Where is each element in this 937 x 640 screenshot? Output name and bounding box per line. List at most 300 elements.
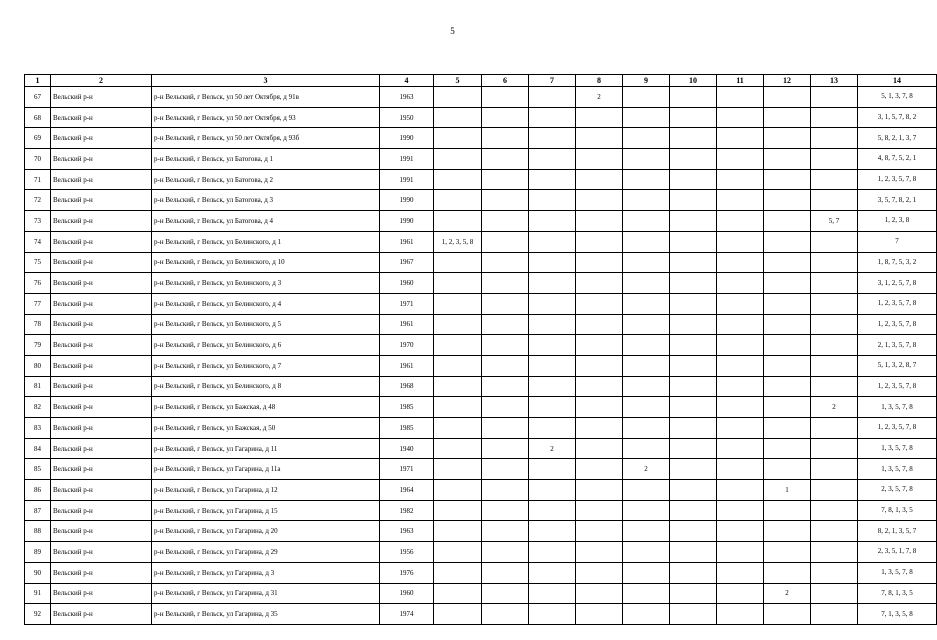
col-8-cell <box>576 562 623 583</box>
col-5-cell <box>434 149 482 170</box>
column-header: 3 <box>152 75 380 87</box>
col-12-cell <box>764 335 811 356</box>
table-row <box>25 562 937 583</box>
col-10-cell <box>670 252 717 273</box>
col-6-cell <box>482 128 529 149</box>
col-14-cell: 1, 2, 3, 5, 7, 8 <box>858 314 937 335</box>
col-7-cell <box>529 169 576 190</box>
column-header: 10 <box>670 75 717 87</box>
table-row <box>25 87 937 108</box>
col-10-cell <box>670 190 717 211</box>
col-7-cell <box>529 190 576 211</box>
col-11-cell <box>717 500 764 521</box>
col-13-cell <box>811 314 858 335</box>
col-11-cell <box>717 293 764 314</box>
row-number-cell: 74 <box>25 231 51 252</box>
col-8-cell <box>576 500 623 521</box>
col-14-cell: 1, 2, 3, 5, 7, 8 <box>858 376 937 397</box>
col-12-cell <box>764 273 811 294</box>
col-13-cell <box>811 87 858 108</box>
year-cell: 1985 <box>380 418 434 439</box>
col-8-cell <box>576 438 623 459</box>
year-cell: 1963 <box>380 87 434 108</box>
col-8-cell <box>576 542 623 563</box>
year-cell: 1961 <box>380 231 434 252</box>
col-12-cell <box>764 149 811 170</box>
col-13-cell: 5, 7 <box>811 211 858 232</box>
col-8-cell <box>576 107 623 128</box>
col-12-cell <box>764 562 811 583</box>
col-13-cell <box>811 231 858 252</box>
col-14-cell: 1, 3, 5, 7, 8 <box>858 459 937 480</box>
col-10-cell <box>670 583 717 604</box>
col-9-cell <box>623 355 670 376</box>
table-row <box>25 273 937 294</box>
col-5-cell <box>434 355 482 376</box>
col-14-cell: 3, 1, 2, 5, 7, 8 <box>858 273 937 294</box>
col-11-cell <box>717 231 764 252</box>
row-number-cell: 71 <box>25 169 51 190</box>
district-cell: Вельский р-н <box>51 231 152 252</box>
col-9-cell <box>623 480 670 501</box>
col-5-cell <box>434 87 482 108</box>
year-cell: 1991 <box>380 169 434 190</box>
year-cell: 1970 <box>380 335 434 356</box>
row-number-cell: 89 <box>25 542 51 563</box>
col-7-cell <box>529 128 576 149</box>
district-cell: Вельский р-н <box>51 604 152 625</box>
table-row <box>25 293 937 314</box>
col-11-cell <box>717 355 764 376</box>
row-number-cell: 79 <box>25 335 51 356</box>
col-11-cell <box>717 604 764 625</box>
col-7-cell: 2 <box>529 438 576 459</box>
address-cell: р-н Вельский, г Вельск, ул Батогова, д 4 <box>152 211 380 232</box>
col-13-cell <box>811 252 858 273</box>
col-13-cell <box>811 542 858 563</box>
table-row <box>25 231 937 252</box>
col-13-cell <box>811 190 858 211</box>
table-row <box>25 314 937 335</box>
address-cell: р-н Вельский, г Вельск, ул Бажская, д 50 <box>152 418 380 439</box>
district-cell: Вельский р-н <box>51 500 152 521</box>
col-9-cell <box>623 583 670 604</box>
row-number-cell: 73 <box>25 211 51 232</box>
col-8-cell <box>576 314 623 335</box>
col-5-cell <box>434 480 482 501</box>
col-9-cell <box>623 314 670 335</box>
col-8-cell <box>576 273 623 294</box>
col-9-cell <box>623 252 670 273</box>
col-6-cell <box>482 521 529 542</box>
column-header: 11 <box>717 75 764 87</box>
col-8-cell <box>576 397 623 418</box>
col-7-cell <box>529 500 576 521</box>
col-14-cell: 8, 2, 1, 3, 5, 7 <box>858 521 937 542</box>
col-14-cell: 3, 5, 7, 8, 2, 1 <box>858 190 937 211</box>
col-9-cell: 2 <box>623 459 670 480</box>
header-row <box>25 75 937 87</box>
col-9-cell <box>623 128 670 149</box>
district-cell: Вельский р-н <box>51 459 152 480</box>
col-6-cell <box>482 335 529 356</box>
col-5-cell <box>434 583 482 604</box>
row-number-cell: 72 <box>25 190 51 211</box>
col-6-cell <box>482 87 529 108</box>
col-9-cell <box>623 190 670 211</box>
col-14-cell: 2, 1, 3, 5, 7, 8 <box>858 335 937 356</box>
col-10-cell <box>670 459 717 480</box>
col-10-cell <box>670 149 717 170</box>
column-header: 2 <box>51 75 152 87</box>
col-8-cell <box>576 149 623 170</box>
col-10-cell <box>670 480 717 501</box>
table-body <box>25 87 937 625</box>
table-row <box>25 211 937 232</box>
address-cell: р-н Вельский, г Вельск, ул Батогова, д 1 <box>152 149 380 170</box>
address-cell: р-н Вельский, г Вельск, ул Белинского, д 3 <box>152 273 380 294</box>
col-13-cell: 2 <box>811 397 858 418</box>
col-10-cell <box>670 273 717 294</box>
district-cell: Вельский р-н <box>51 252 152 273</box>
col-5-cell <box>434 252 482 273</box>
col-6-cell <box>482 480 529 501</box>
row-number-cell: 78 <box>25 314 51 335</box>
col-14-cell: 5, 1, 3, 7, 8 <box>858 87 937 108</box>
col-8-cell <box>576 231 623 252</box>
col-14-cell: 1, 2, 3, 5, 7, 8 <box>858 293 937 314</box>
year-cell: 1990 <box>380 128 434 149</box>
col-14-cell: 5, 8, 2, 1, 3, 7 <box>858 128 937 149</box>
table-row <box>25 252 937 273</box>
col-6-cell <box>482 314 529 335</box>
row-number-cell: 68 <box>25 107 51 128</box>
col-14-cell: 7, 8, 1, 3, 5 <box>858 500 937 521</box>
column-header: 12 <box>764 75 811 87</box>
col-8-cell <box>576 376 623 397</box>
col-8-cell <box>576 418 623 439</box>
col-11-cell <box>717 438 764 459</box>
col-11-cell <box>717 149 764 170</box>
row-number-cell: 88 <box>25 521 51 542</box>
col-13-cell <box>811 107 858 128</box>
district-cell: Вельский р-н <box>51 376 152 397</box>
col-5-cell <box>434 335 482 356</box>
col-10-cell <box>670 500 717 521</box>
col-14-cell: 1, 2, 3, 5, 7, 8 <box>858 169 937 190</box>
col-13-cell <box>811 604 858 625</box>
col-12-cell <box>764 521 811 542</box>
col-6-cell <box>482 107 529 128</box>
col-14-cell: 7 <box>858 231 937 252</box>
col-11-cell <box>717 211 764 232</box>
col-11-cell <box>717 562 764 583</box>
year-cell: 1961 <box>380 314 434 335</box>
address-cell: р-н Вельский, г Вельск, ул Гагарина, д 12 <box>152 480 380 501</box>
col-13-cell <box>811 521 858 542</box>
col-10-cell <box>670 542 717 563</box>
col-5-cell <box>434 128 482 149</box>
col-8-cell <box>576 190 623 211</box>
year-cell: 1950 <box>380 107 434 128</box>
district-cell: Вельский р-н <box>51 583 152 604</box>
col-12-cell <box>764 500 811 521</box>
col-6-cell <box>482 190 529 211</box>
district-cell: Вельский р-н <box>51 542 152 563</box>
col-9-cell <box>623 273 670 294</box>
col-9-cell <box>623 521 670 542</box>
col-11-cell <box>717 521 764 542</box>
column-header: 14 <box>858 75 937 87</box>
col-5-cell <box>434 500 482 521</box>
year-cell: 1963 <box>380 521 434 542</box>
col-9-cell <box>623 335 670 356</box>
col-10-cell <box>670 418 717 439</box>
col-11-cell <box>717 107 764 128</box>
col-5-cell <box>434 190 482 211</box>
col-6-cell <box>482 169 529 190</box>
col-12-cell <box>764 604 811 625</box>
row-number-cell: 86 <box>25 480 51 501</box>
col-10-cell <box>670 521 717 542</box>
row-number-cell: 90 <box>25 562 51 583</box>
col-9-cell <box>623 211 670 232</box>
col-12-cell <box>764 542 811 563</box>
column-header: 4 <box>380 75 434 87</box>
col-8-cell <box>576 480 623 501</box>
year-cell: 1960 <box>380 273 434 294</box>
table-row <box>25 397 937 418</box>
col-13-cell <box>811 169 858 190</box>
table-row <box>25 107 937 128</box>
col-13-cell <box>811 500 858 521</box>
column-header: 9 <box>623 75 670 87</box>
row-number-cell: 67 <box>25 87 51 108</box>
table-row <box>25 190 937 211</box>
address-cell: р-н Вельский, г Вельск, ул Белинского, д 7 <box>152 355 380 376</box>
table-row <box>25 149 937 170</box>
col-8-cell <box>576 521 623 542</box>
col-5-cell <box>434 438 482 459</box>
col-7-cell <box>529 480 576 501</box>
row-number-cell: 80 <box>25 355 51 376</box>
col-8-cell: 2 <box>576 87 623 108</box>
col-10-cell <box>670 604 717 625</box>
col-5-cell <box>434 169 482 190</box>
district-cell: Вельский р-н <box>51 107 152 128</box>
col-6-cell <box>482 252 529 273</box>
col-12-cell <box>764 107 811 128</box>
col-7-cell <box>529 335 576 356</box>
col-7-cell <box>529 252 576 273</box>
col-9-cell <box>623 500 670 521</box>
row-number-cell: 69 <box>25 128 51 149</box>
col-12-cell: 2 <box>764 583 811 604</box>
district-cell: Вельский р-н <box>51 438 152 459</box>
col-13-cell <box>811 376 858 397</box>
district-cell: Вельский р-н <box>51 149 152 170</box>
table-row <box>25 128 937 149</box>
col-10-cell <box>670 87 717 108</box>
col-14-cell: 1, 2, 3, 5, 7, 8 <box>858 418 937 439</box>
address-cell: р-н Вельский, г Вельск, ул Бажская, д 48 <box>152 397 380 418</box>
col-13-cell <box>811 562 858 583</box>
district-cell: Вельский р-н <box>51 335 152 356</box>
col-13-cell <box>811 335 858 356</box>
col-8-cell <box>576 252 623 273</box>
address-cell: р-н Вельский, г Вельск, ул Гагарина, д 11 <box>152 438 380 459</box>
col-14-cell: 1, 8, 7, 5, 3, 2 <box>858 252 937 273</box>
col-9-cell <box>623 231 670 252</box>
col-7-cell <box>529 583 576 604</box>
col-13-cell <box>811 418 858 439</box>
col-5-cell <box>434 314 482 335</box>
col-5-cell <box>434 542 482 563</box>
col-13-cell <box>811 583 858 604</box>
row-number-cell: 70 <box>25 149 51 170</box>
col-5-cell <box>434 211 482 232</box>
col-7-cell <box>529 604 576 625</box>
col-11-cell <box>717 542 764 563</box>
year-cell: 1985 <box>380 397 434 418</box>
column-header: 5 <box>434 75 482 87</box>
col-7-cell <box>529 231 576 252</box>
col-11-cell <box>717 169 764 190</box>
column-header: 6 <box>482 75 529 87</box>
col-9-cell <box>623 169 670 190</box>
col-11-cell <box>717 87 764 108</box>
col-10-cell <box>670 314 717 335</box>
col-6-cell <box>482 273 529 294</box>
row-number-cell: 82 <box>25 397 51 418</box>
col-10-cell <box>670 169 717 190</box>
col-13-cell <box>811 459 858 480</box>
col-11-cell <box>717 128 764 149</box>
year-cell: 1990 <box>380 190 434 211</box>
col-14-cell: 2, 3, 5, 7, 8 <box>858 480 937 501</box>
col-6-cell <box>482 562 529 583</box>
col-6-cell <box>482 583 529 604</box>
col-11-cell <box>717 273 764 294</box>
address-cell: р-н Вельский, г Вельск, ул Гагарина, д 29 <box>152 542 380 563</box>
district-cell: Вельский р-н <box>51 190 152 211</box>
col-13-cell <box>811 480 858 501</box>
col-7-cell <box>529 418 576 439</box>
table-row <box>25 583 937 604</box>
col-10-cell <box>670 376 717 397</box>
district-cell: Вельский р-н <box>51 314 152 335</box>
col-11-cell <box>717 335 764 356</box>
district-cell: Вельский р-н <box>51 273 152 294</box>
col-9-cell <box>623 293 670 314</box>
address-cell: р-н Вельский, г Вельск, ул 50 лет Октября, д 93 <box>152 107 380 128</box>
col-5-cell: 1, 2, 3, 5, 8 <box>434 231 482 252</box>
col-14-cell: 1, 3, 5, 7, 8 <box>858 438 937 459</box>
col-8-cell <box>576 335 623 356</box>
col-7-cell <box>529 542 576 563</box>
row-number-cell: 81 <box>25 376 51 397</box>
address-cell: р-н Вельский, г Вельск, ул Гагарина, д 15 <box>152 500 380 521</box>
row-number-cell: 87 <box>25 500 51 521</box>
col-12-cell <box>764 376 811 397</box>
col-9-cell <box>623 397 670 418</box>
col-5-cell <box>434 397 482 418</box>
address-cell: р-н Вельский, г Вельск, ул Белинского, д 4 <box>152 293 380 314</box>
address-cell: р-н Вельский, г Вельск, ул 50 лет Октября, д 91в <box>152 87 380 108</box>
col-6-cell <box>482 149 529 170</box>
col-6-cell <box>482 211 529 232</box>
col-7-cell <box>529 273 576 294</box>
col-7-cell <box>529 397 576 418</box>
row-number-cell: 75 <box>25 252 51 273</box>
year-cell: 1968 <box>380 376 434 397</box>
col-8-cell <box>576 604 623 625</box>
col-8-cell <box>576 583 623 604</box>
column-header: 7 <box>529 75 576 87</box>
col-11-cell <box>717 190 764 211</box>
col-7-cell <box>529 376 576 397</box>
col-7-cell <box>529 293 576 314</box>
col-12-cell <box>764 231 811 252</box>
col-12-cell <box>764 128 811 149</box>
col-8-cell <box>576 169 623 190</box>
col-11-cell <box>717 397 764 418</box>
column-header: 13 <box>811 75 858 87</box>
col-14-cell: 2, 3, 5, 1, 7, 8 <box>858 542 937 563</box>
col-7-cell <box>529 107 576 128</box>
year-cell: 1956 <box>380 542 434 563</box>
col-6-cell <box>482 376 529 397</box>
district-cell: Вельский р-н <box>51 521 152 542</box>
year-cell: 1967 <box>380 252 434 273</box>
col-9-cell <box>623 604 670 625</box>
col-12-cell <box>764 418 811 439</box>
col-9-cell <box>623 149 670 170</box>
col-14-cell: 7, 8, 1, 3, 5 <box>858 583 937 604</box>
address-cell: р-н Вельский, г Вельск, ул Гагарина, д 20 <box>152 521 380 542</box>
address-cell: р-н Вельский, г Вельск, ул Гагарина, д 35 <box>152 604 380 625</box>
address-cell: р-н Вельский, г Вельск, ул Гагарина, д 3 <box>152 562 380 583</box>
year-cell: 1961 <box>380 355 434 376</box>
col-9-cell <box>623 107 670 128</box>
row-number-cell: 83 <box>25 418 51 439</box>
col-11-cell <box>717 376 764 397</box>
district-cell: Вельский р-н <box>51 562 152 583</box>
col-11-cell <box>717 459 764 480</box>
col-10-cell <box>670 335 717 356</box>
year-cell: 1974 <box>380 604 434 625</box>
col-9-cell <box>623 542 670 563</box>
col-14-cell: 1, 3, 5, 7, 8 <box>858 397 937 418</box>
col-8-cell <box>576 211 623 232</box>
col-6-cell <box>482 604 529 625</box>
col-14-cell: 3, 1, 5, 7, 8, 2 <box>858 107 937 128</box>
year-cell: 1971 <box>380 293 434 314</box>
col-5-cell <box>434 107 482 128</box>
table-row <box>25 480 937 501</box>
district-cell: Вельский р-н <box>51 397 152 418</box>
col-13-cell <box>811 149 858 170</box>
col-12-cell <box>764 169 811 190</box>
col-14-cell: 1, 2, 3, 8 <box>858 211 937 232</box>
col-8-cell <box>576 355 623 376</box>
col-6-cell <box>482 542 529 563</box>
col-6-cell <box>482 459 529 480</box>
year-cell: 1971 <box>380 459 434 480</box>
col-13-cell <box>811 128 858 149</box>
col-7-cell <box>529 149 576 170</box>
district-cell: Вельский р-н <box>51 480 152 501</box>
